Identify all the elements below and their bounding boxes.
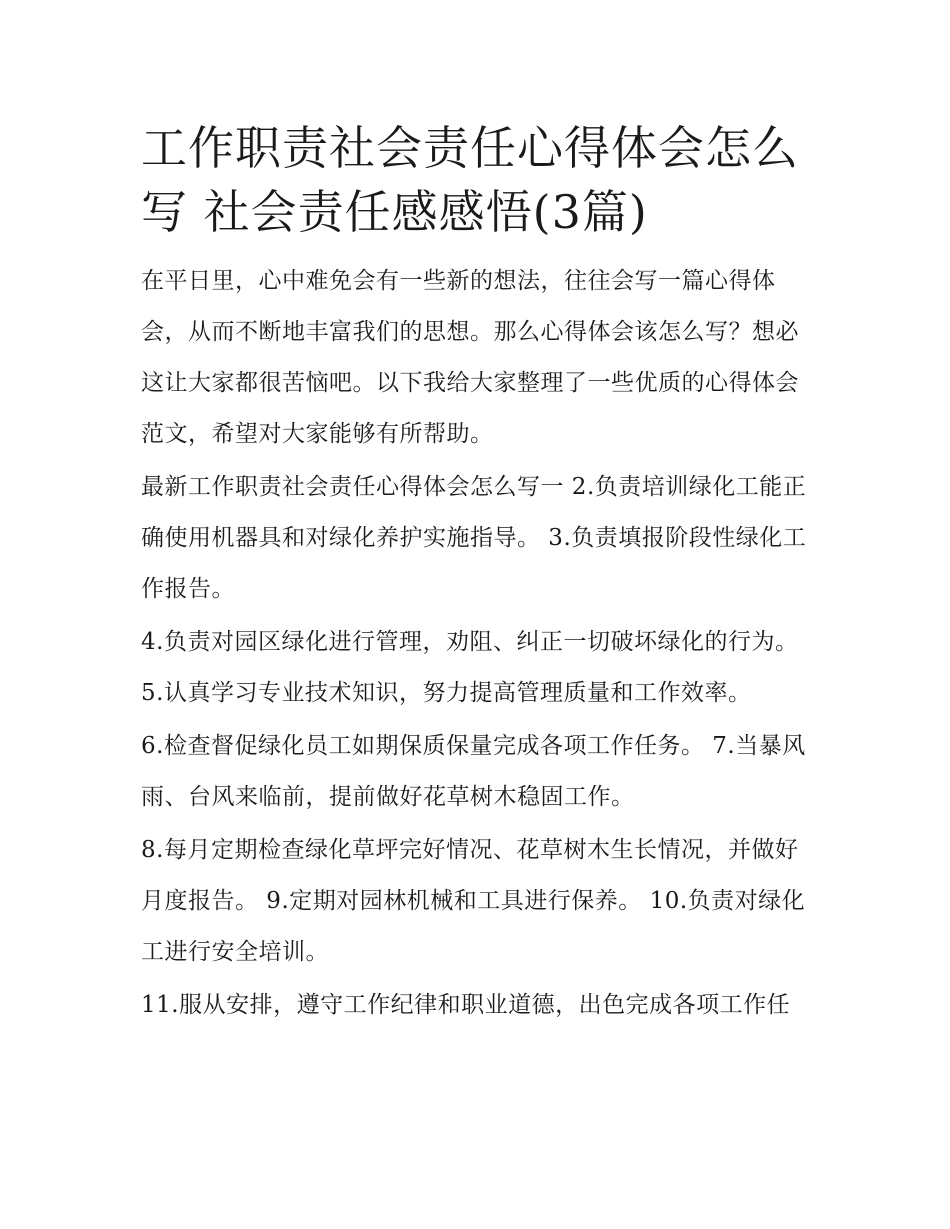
paragraph-duties-5: 11.服从安排，遵守工作纪律和职业道德，出色完成各项工作任 [141, 992, 791, 1018]
paragraph-duties-2: 4.负责对园区绿化进行管理，劝阻、纠正一切破坏绿化的行为。 5.认真学习专业技术知识，努力提高管理质量和工作效率。 [141, 629, 799, 706]
document-body [141, 116, 813, 1033]
paragraph-intro: 在平日里，心中难免会有一些新的想法，往往会写一篇心得体会，从而不断地丰富我们的思想。那么心得体会该怎么写？想必这让大家都很苦恼吧。以下我给大家整理了一些优质的心得体会范文，希望对大家能够有所帮助。 [141, 268, 799, 447]
paragraph-duties-4: 8.每月定期检查绿化草坪完好情况、花草树木生长情况，并做好月度报告。 9.定期对园林机械和工具进行保养。 10.负责对绿化工进行安全培训。 [141, 837, 806, 965]
paragraph-duties-1: 最新工作职责社会责任心得体会怎么写一 2.负责培训绿化工能正确使用机器具和对绿化养护实施指导。 3.负责填报阶段性绿化工作报告。 [141, 474, 807, 602]
document-title: 工作职责社会责任心得体会怎么写 社会责任感感悟(3篇) [141, 121, 799, 239]
paragraph-duties-3: 6.检查督促绿化员工如期保质保量完成各项工作任务。 7.当暴风雨、台风来临前，提前做好花草树木稳固工作。 [141, 733, 806, 810]
